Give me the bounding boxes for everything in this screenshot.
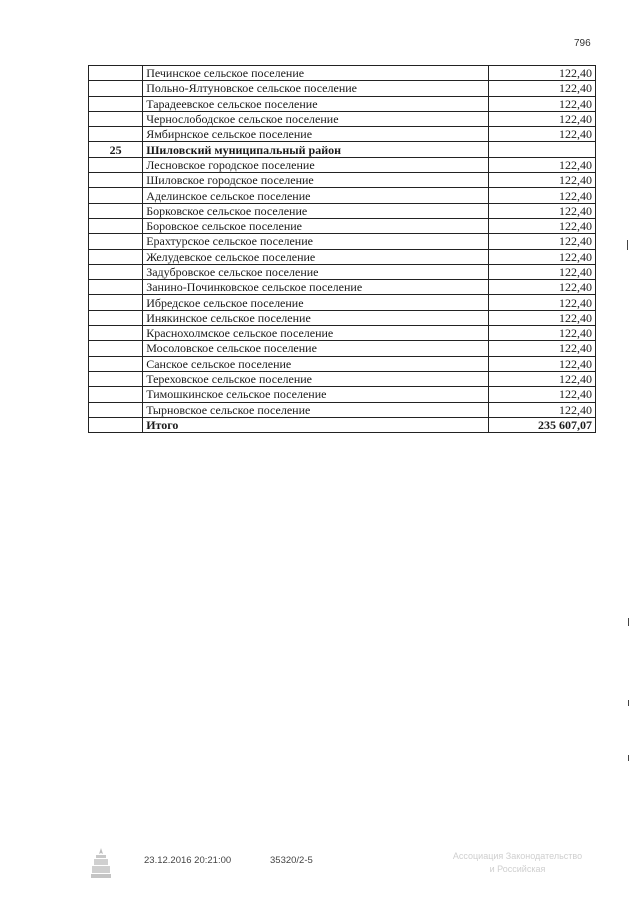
amount-cell: 122,40 [488, 310, 595, 325]
amount-cell: 122,40 [488, 173, 595, 188]
settlements-table [88, 65, 596, 433]
amount-cell: 122,40 [488, 402, 595, 417]
table-row [89, 157, 596, 172]
row-number-cell [89, 295, 143, 310]
amount-cell: 122,40 [488, 387, 595, 402]
watermark-text [440, 850, 595, 876]
settlement-name-cell: Шиловский муниципальный район [143, 142, 488, 157]
row-number-cell [89, 66, 143, 81]
amount-cell: 122,40 [488, 280, 595, 295]
table-row [89, 280, 596, 295]
settlement-name-cell: Задубровское сельское поселение [143, 264, 488, 279]
amount-cell: 122,40 [488, 66, 595, 81]
row-number-cell [89, 111, 143, 126]
row-number-cell [89, 326, 143, 341]
amount-cell [488, 142, 595, 157]
table-row [89, 264, 596, 279]
row-number-cell [89, 218, 143, 233]
footer-timestamp: 23.12.2016 20:21:00 [144, 855, 232, 866]
table-row [89, 81, 596, 96]
row-number-cell [89, 157, 143, 172]
settlement-name-cell: Мосоловское сельское поселение [143, 341, 488, 356]
row-number-cell [89, 341, 143, 356]
row-number-cell [89, 188, 143, 203]
row-number-cell [89, 249, 143, 264]
amount-cell: 122,40 [488, 203, 595, 218]
row-number-cell [89, 356, 143, 371]
amount-cell: 235 607,07 [488, 417, 595, 432]
table-row [89, 310, 596, 325]
settlement-name-cell: Аделинское сельское поселение [143, 188, 488, 203]
amount-cell: 122,40 [488, 264, 595, 279]
amount-cell: 122,40 [488, 341, 595, 356]
amount-cell: 122,40 [488, 96, 595, 111]
row-number-cell [89, 280, 143, 295]
settlement-name-cell: Желудевское сельское поселение [143, 249, 488, 264]
row-number-cell [89, 417, 143, 432]
table-row [89, 127, 596, 142]
settlement-name-cell: Тимошкинское сельское поселение [143, 387, 488, 402]
amount-cell: 122,40 [488, 234, 595, 249]
table-row [89, 188, 596, 203]
table-row [89, 295, 596, 310]
table-row [89, 341, 596, 356]
row-number-cell [89, 81, 143, 96]
row-number-cell [89, 173, 143, 188]
table-row [89, 173, 596, 188]
amount-cell: 122,40 [488, 111, 595, 126]
row-number-cell [89, 310, 143, 325]
row-number-cell [89, 264, 143, 279]
settlement-name-cell: Чернослободское сельское поселение [143, 111, 488, 126]
settlement-name-cell: Шиловское городское поселение [143, 173, 488, 188]
settlement-name-cell: Краснохолмское сельское поселение [143, 326, 488, 341]
watermark-line-2: и Российская [489, 864, 546, 874]
scan-mark [627, 240, 628, 250]
settlement-name-cell: Тырновское сельское поселение [143, 402, 488, 417]
scan-mark [628, 755, 629, 761]
row-number-cell [89, 387, 143, 402]
table-row [89, 96, 596, 111]
table-row [89, 234, 596, 249]
amount-cell: 122,40 [488, 371, 595, 386]
settlement-name-cell: Инякинское сельское поселение [143, 310, 488, 325]
table-row [89, 142, 596, 157]
row-number-cell [89, 371, 143, 386]
table-row [89, 326, 596, 341]
watermark-line-1: Ассоциация Законодательство [452, 851, 583, 861]
table-row [89, 387, 596, 402]
page-number: 796 [574, 38, 591, 49]
amount-cell: 122,40 [488, 356, 595, 371]
settlement-name-cell: Ибредское сельское поселение [143, 295, 488, 310]
row-number-cell [89, 127, 143, 142]
settlement-name-cell: Тереховское сельское поселение [143, 371, 488, 386]
table-row [89, 66, 596, 81]
table-row [89, 417, 596, 432]
amount-cell: 122,40 [488, 326, 595, 341]
settlement-name-cell: Боровское сельское поселение [143, 218, 488, 233]
emblem-stamp-icon [90, 846, 112, 880]
settlement-name-cell: Польно-Ялтуновское сельское поселение [143, 81, 488, 96]
footer-document-code: 35320/2-5 [270, 855, 313, 866]
table-row [89, 218, 596, 233]
settlement-name-cell: Занино-Починковское сельское поселение [143, 280, 488, 295]
amount-cell: 122,40 [488, 188, 595, 203]
settlement-name-cell: Печинское сельское поселение [143, 66, 488, 81]
amount-cell: 122,40 [488, 249, 595, 264]
row-number-cell [89, 234, 143, 249]
settlement-name-cell: Борковское сельское поселение [143, 203, 488, 218]
amount-cell: 122,40 [488, 127, 595, 142]
table-row [89, 402, 596, 417]
table-row [89, 203, 596, 218]
table-row [89, 249, 596, 264]
scan-mark [628, 618, 629, 626]
settlement-name-cell: Тарадеевское сельское поселение [143, 96, 488, 111]
row-number-cell [89, 96, 143, 111]
table-row [89, 111, 596, 126]
amount-cell: 122,40 [488, 218, 595, 233]
amount-cell: 122,40 [488, 81, 595, 96]
row-number-cell [89, 203, 143, 218]
amount-cell: 122,40 [488, 295, 595, 310]
settlement-name-cell: Ерахтурское сельское поселение [143, 234, 488, 249]
settlement-name-cell: Итого [143, 417, 488, 432]
amount-cell: 122,40 [488, 157, 595, 172]
settlement-name-cell: Санское сельское поселение [143, 356, 488, 371]
row-number-cell [89, 402, 143, 417]
table-row [89, 356, 596, 371]
row-number-cell: 25 [89, 142, 143, 157]
scan-mark [628, 700, 629, 706]
table-body [89, 66, 596, 433]
settlement-name-cell: Лесновское городское поселение [143, 157, 488, 172]
settlement-name-cell: Ямбирнское сельское поселение [143, 127, 488, 142]
table-row [89, 371, 596, 386]
